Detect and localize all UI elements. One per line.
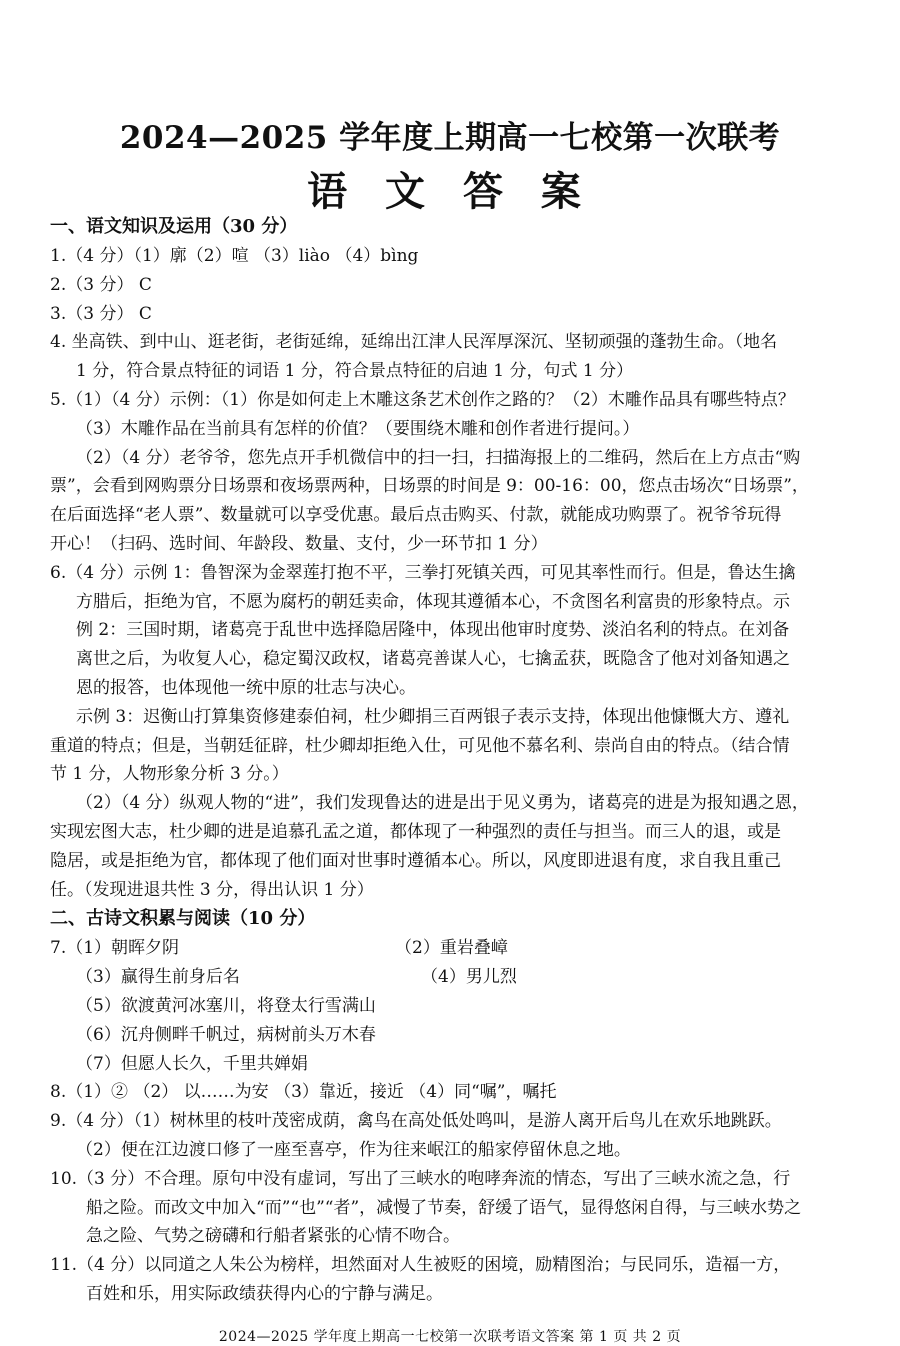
page-title: 语 文 答 案 [307,168,593,215]
answer-line: （3）木雕作品在当前具有怎样的价值？（要围绕木雕和创作者进行提问。） [76,418,640,439]
answer-line: 9.（4 分）（1）树林里的枝叶茂密成荫，禽鸟在高处低处鸣叫，是游人离开后鸟儿在欢乐地跳跃。 [50,1111,782,1132]
answer-line: 例 2：三国时期，诸葛亮于乱世中选择隐居隆中，体现出他审时度势、淡泊名利的特点。在刘备 [76,620,790,641]
answer-line: 6.（4 分）示例 1：鲁智深为金翠莲打抱不平，三拳打死镇关西，可见其率性而行。但是，鲁达生擒 [50,562,796,583]
answer-line: 隐居，或是拒绝为官，都体现了他们面对世事时遵循本心。所以，风度即进退有度，求自我且重己 [50,850,781,871]
q7-answer-3: （3）赢得生前身后名 [76,967,240,988]
answer-line: （2）（4 分）纵观人物的“进”，我们发现鲁达的进是出于见义勇为，诸葛亮的进是为报知遇之恩， [76,793,809,814]
answer-content [50,212,860,1309]
q7-row [50,934,860,963]
answer-line: 离世之后，为收复人心，稳定蜀汉政权，诸葛亮善谋人心，七擒孟获，既隐含了他对刘备知遇之 [76,649,790,670]
answer-line: 在后面选择“老人票”、数量就可以享受优惠。最后点击购买、付款，就能成功购票了。祝爷爷玩得 [50,505,782,526]
answer-line: 开心！（扫码、选时间、年龄段、数量、支付，少一环节扣 1 分） [50,533,548,554]
page-footer: 2024—2025 学年度上期高一七校第一次联考语文答案 第 1 页 共 2 页 [218,1329,682,1345]
answer-line: 4. 坐高铁、到中山、逛老街，老街延绵，延绵出江津人民浑厚深沉、坚韧顽强的蓬勃生命。（地名 [50,332,778,353]
section-heading-1: 一、语文知识及运用（30 分） [50,216,298,237]
q7-row [50,963,860,992]
answer-line: 1 分，符合景点特征的词语 1 分，符合景点特征的启迪 1 分，句式 1 分） [76,361,634,382]
answer-line: 5.（1）（4 分）示例：（1）你是如何走上木雕这条艺术创作之路的？（2）木雕作品具有哪些特点？ [50,389,795,410]
answer-line: 节 1 分，人物形象分析 3 分。） [50,764,289,785]
answer-line: 2.（3 分） C [50,274,152,295]
answer-line: 任。（发现进退共性 3 分，得出认识 1 分） [50,879,374,900]
section-heading-2: 二、古诗文积累与阅读（10 分） [50,908,316,930]
answer-line: 3.（3 分） C [50,303,152,324]
q7-answer-2: （2）重岩叠嶂 [395,938,508,959]
answer-line: （2）便在江边渡口修了一座至喜亭，作为往来岷江的船家停留休息之地。 [76,1139,631,1160]
answer-line: 示例 3：迟衡山打算集资修建泰伯祠，杜少卿捐三百两银子表示支持，体现出他慷慨大方、遵礼 [76,706,790,727]
q7-answer-6: （6）沉舟侧畔千帆过，病树前头万木春 [76,1024,376,1045]
answer-line: 百姓和乐，用实际政绩获得内心的宁静与满足。 [86,1283,443,1304]
exam-title: 2024—2025 学年度上期高一七校第一次联考 [119,120,781,156]
answer-line: 实现宏图大志，杜少卿的进是追慕孔孟之道，都体现了一种强烈的责任与担当。而三人的退，或是 [50,821,781,842]
answer-line: 船之险。而改文中加入“而”“也”“者”，减慢了节奏，舒缓了语气，显得悠闲自得，与三峡水势之 [86,1197,802,1218]
answer-line: 8.（1）② （2） 以……为安 （3）靠近，接近 （4）同“嘱”，嘱托 [50,1082,557,1103]
q7-answer-1: 7.（1）朝晖夕阴 [50,938,180,959]
answer-line: 急之险、气势之磅礴和行船者紧张的心情不吻合。 [86,1226,460,1247]
q7-answer-7: （7）但愿人长久，千里共婵娟 [76,1053,308,1074]
answer-line: 恩的报答，也体现他一统中原的壮志与决心。 [76,677,416,698]
answer-line: 重道的特点；但是，当朝廷征辟，杜少卿却拒绝入仕，可见他不慕名利、崇尚自由的特点。（结合情 [50,735,790,756]
answer-line: （2）（4 分）老爷爷，您先点开手机微信中的扫一扫，扫描海报上的二维码，然后在上方点击“购 [76,447,801,468]
answer-line: 1.（4 分）（1）廓（2）喧 （3）liào （4）bìng [50,246,419,266]
q7-answer-4: （4）男儿烈 [421,967,517,988]
q7-answer-5: （5）欲渡黄河冰塞川，将登太行雪满山 [76,995,376,1016]
answer-line: 方腊后，拒绝为官，不愿为腐朽的朝廷卖命，体现其遵循本心，不贪图名利富贵的形象特点。示 [76,591,790,612]
answer-line: 10.（3 分）不合理。原句中没有虚词，写出了三峡水的咆哮奔流的情态，写出了三峡水流之急，行 [50,1168,791,1189]
answer-line: 票”，会看到网购票分日场票和夜场票两种，日场票的时间是 9：00-16：00，您点击场次“日场票”， [50,476,809,497]
answer-line: 11.（4 分）以同道之人朱公为榜样，坦然面对人生被贬的困境，励精图治；与民同乐，造福一方， [50,1255,791,1276]
